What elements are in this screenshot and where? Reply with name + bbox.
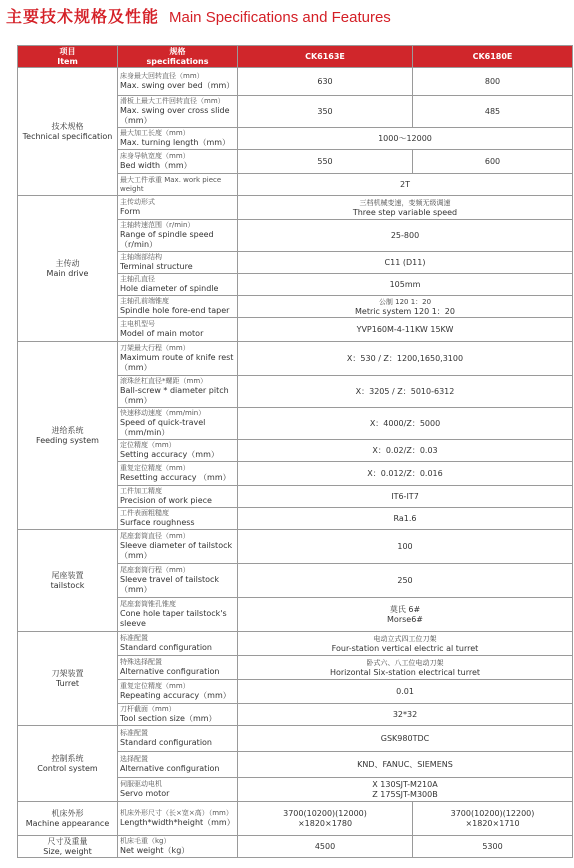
value-shared: 250 (238, 564, 573, 598)
spec-label: 主轴端部结构 Terminal structure (118, 252, 238, 274)
spec-label: 滚珠丝杠直径*螺距（mm） Ball-screw * diameter pitch（mm） (118, 376, 238, 408)
table-row (18, 68, 573, 96)
spec-label: 定位精度（mm） Setting accuracy（mm） (118, 440, 238, 462)
page-title (6, 4, 391, 26)
value-shared: 0.01 (238, 680, 573, 704)
spec-table (17, 45, 573, 858)
value-shared: 32*32 (238, 704, 573, 726)
table-row (18, 632, 573, 656)
header-item: 项目 Item (18, 46, 118, 68)
spec-label: 尾座套筒直径（mm） Sleeve diameter of tailstock（mm） (118, 530, 238, 564)
category-appearance: 机床外形 Machine appearance (18, 802, 118, 836)
value-shared: X：530 / Z：1200,1650,3100 (238, 342, 573, 376)
table-row (18, 530, 573, 564)
category-tailstock: 尾座装置 tailstock (18, 530, 118, 632)
value-shared: X：3205 / Z：5010-6312 (238, 376, 573, 408)
header-row (18, 46, 573, 68)
value-a: 630 (238, 68, 413, 96)
table-row (18, 802, 573, 836)
value-b: 800 (413, 68, 573, 96)
value-shared: 卧式六、八工位电动刀架 Horizontal Six-station electrical turret (238, 656, 573, 680)
value-shared: 莫氏 6# Morse6# (238, 598, 573, 632)
header-model-b: CK6180E (413, 46, 573, 68)
spec-label: 刀杆截面（mm） Tool section size（mm） (118, 704, 238, 726)
value-a: 350 (238, 96, 413, 128)
value-shared: YVP160M-4-11KW 15KW (238, 318, 573, 342)
value-shared: GSK980TDC (238, 726, 573, 752)
title-en: Main Specifications and Features (169, 9, 391, 26)
spec-label: 重复定位精度（mm） Resetting accuracy （mm） (118, 462, 238, 486)
spec-label: 伺服驱动电机 Servo motor (118, 778, 238, 802)
value-a: 550 (238, 150, 413, 174)
spec-label: 标准配置 Standard configuration (118, 632, 238, 656)
spec-label: 床身导轨宽度（mm） Bed width（mm） (118, 150, 238, 174)
spec-label: 主轴孔直径 Hole diameter of spindle (118, 274, 238, 296)
header-model-a: CK6163E (238, 46, 413, 68)
spec-label: 选择配置 Alternative configuration (118, 752, 238, 778)
header-spec: 规格 specifications (118, 46, 238, 68)
category-main-drive: 主传动 Main drive (18, 196, 118, 342)
spec-label: 工件加工精度 Precision of work piece (118, 486, 238, 508)
spec-label: 尾座套筒锥孔锥度 Cone hole taper tailstock's sleeve (118, 598, 238, 632)
value-shared: 公制 120 1：20 Metric system 120 1：20 (238, 296, 573, 318)
value-b: 5300 (413, 836, 573, 858)
value-a: 4500 (238, 836, 413, 858)
title-cn: 主要技术规格及性能 (6, 7, 160, 26)
spec-label: 最大工件承重 Max. work piece weight (118, 174, 238, 196)
spec-label: 特殊选择配置 Alternative configuration (118, 656, 238, 680)
value-shared: X：4000/Z：5000 (238, 408, 573, 440)
spec-label: 滑板上最大工件回转直径（mm） Max. swing over cross slide（mm） (118, 96, 238, 128)
value-shared: 1000～12000 (238, 128, 573, 150)
value-shared: 三档机械变速，变频无级调速 Three step variable speed (238, 196, 573, 220)
table-row (18, 196, 573, 220)
value-b: 600 (413, 150, 573, 174)
spec-label: 快速移动速度（mm/min） Speed of quick-travel（mm/min） (118, 408, 238, 440)
category-turret: 刀架装置 Turret (18, 632, 118, 726)
spec-label: 刀架最大行程（mm） Maximum route of knife rest（mm） (118, 342, 238, 376)
value-shared: X：0.012/Z：0.016 (238, 462, 573, 486)
spec-label: 工件表面粗糙度 Surface roughness (118, 508, 238, 530)
spec-label: 机床外形尺寸（长×宽×高）（mm） Length*width*height（mm） (118, 802, 238, 836)
value-shared: 105mm (238, 274, 573, 296)
spec-label: 机床毛重（kg） Net weight（kg） (118, 836, 238, 858)
value-shared: Ra1.6 (238, 508, 573, 530)
value-shared: 100 (238, 530, 573, 564)
spec-label: 主轴转速范围（r/min） Range of spindle speed（r/min） (118, 220, 238, 252)
value-b: 3700(10200)(12200) ×1820×1710 (413, 802, 573, 836)
table-row (18, 342, 573, 376)
spec-label: 最大加工长度（mm） Max. turning length（mm） (118, 128, 238, 150)
value-shared: C11 (D11) (238, 252, 573, 274)
value-shared: 25-800 (238, 220, 573, 252)
table-row (18, 836, 573, 858)
spec-label: 床身最大回转直径（mm） Max. swing over bed（mm） (118, 68, 238, 96)
spec-label: 标准配置 Standard configuration (118, 726, 238, 752)
spec-label: 尾座套筒行程（mm） Sleeve travel of tailstock（mm） (118, 564, 238, 598)
category-technical: 技术规格 Technical specification (18, 68, 118, 196)
category-feeding: 进给系统 Feeding system (18, 342, 118, 530)
table-row (18, 726, 573, 752)
value-shared: X 130SJT-M210A Z 175SJT-M300B (238, 778, 573, 802)
spec-label: 主电机型号 Model of main motor (118, 318, 238, 342)
spec-label: 主传动形式 Form (118, 196, 238, 220)
value-a: 3700(10200)(12000) ×1820×1780 (238, 802, 413, 836)
category-control: 控制系统 Control system (18, 726, 118, 802)
value-shared: 电动立式四工位刀架 Four-station vertical electric al turret (238, 632, 573, 656)
value-shared: KND、FANUC、SIEMENS (238, 752, 573, 778)
spec-label: 主轴孔前端锥度 Spindle hole fore-end taper (118, 296, 238, 318)
value-b: 485 (413, 96, 573, 128)
category-size: 尺寸及重量 Size, weight (18, 836, 118, 858)
value-shared: IT6-IT7 (238, 486, 573, 508)
value-shared: X：0.02/Z：0.03 (238, 440, 573, 462)
value-shared: 2T (238, 174, 573, 196)
spec-label: 重复定位精度（mm） Repeating accuracy（mm） (118, 680, 238, 704)
